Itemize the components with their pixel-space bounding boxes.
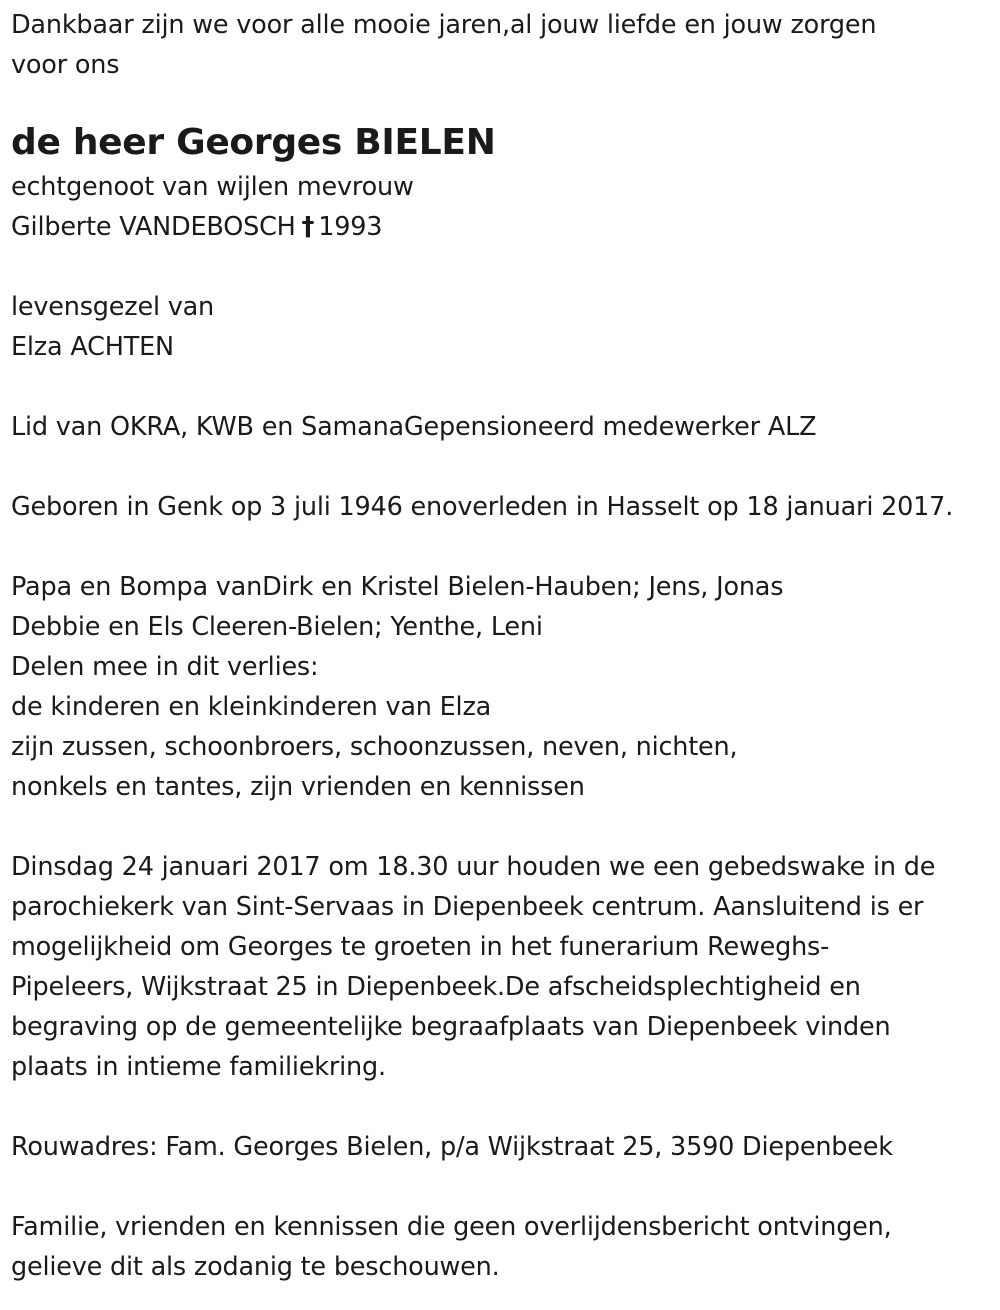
ceremony-line: plaats in intieme familiekring.	[11, 1052, 386, 1082]
partner-name: Elza ACHTEN	[11, 332, 174, 362]
partner-intro: levensgezel van	[11, 292, 215, 322]
membership-text: Lid van OKRA, KWB en SamanaGepensioneerd medewerker ALZ	[11, 412, 817, 442]
spacer	[11, 1087, 996, 1127]
intro-text	[11, 5, 996, 85]
family-line: nonkels en tantes, zijn vrienden en kennissen	[11, 772, 585, 802]
ceremony-line: Pipeleers, Wijkstraat 25 in Diepenbeek.De afscheidsplechtigheid en	[11, 972, 861, 1002]
mourning-address: Rouwadres: Fam. Georges Bielen, p/a Wijkstraat 25, 3590 Diepenbeek	[11, 1132, 893, 1162]
family-line: Delen mee in dit verlies:	[11, 652, 319, 682]
spacer	[11, 247, 996, 287]
ceremony-line: mogelijkheid om Georges te groeten in het funerarium Reweghs-	[11, 932, 830, 962]
spacer	[11, 447, 996, 487]
obituary-notice	[11, 5, 996, 1287]
intro-line: Dankbaar zijn we voor alle mooie jaren,al jouw liefde en jouw zorgen	[11, 10, 877, 40]
ceremony-line: Dinsdag 24 januari 2017 om 18.30 uur houden we een gebedswake in de	[11, 852, 936, 882]
cross-icon: †	[301, 212, 315, 242]
spacer	[11, 1167, 996, 1207]
spouse-intro: echtgenoot van wijlen mevrouw	[11, 172, 414, 202]
ceremony-line: parochiekerk van Sint-Servaas in Diepenbeek centrum. Aansluitend is er	[11, 892, 924, 922]
closing-line: gelieve dit als zodanig te beschouwen.	[11, 1252, 500, 1282]
family-line: zijn zussen, schoonbroers, schoonzussen, neven, nichten,	[11, 732, 738, 762]
birth-death-text: Geboren in Genk op 3 juli 1946 enoverleden in Hasselt op 18 januari 2017.	[11, 492, 954, 522]
spacer	[11, 367, 996, 407]
family-list	[11, 567, 996, 807]
spouse-line	[11, 207, 996, 247]
family-line: Papa en Bompa vanDirk en Kristel Bielen-Hauben; Jens, Jonas	[11, 572, 784, 602]
intro-line: voor ons	[11, 50, 120, 80]
family-line: Debbie en Els Cleeren-Bielen; Yenthe, Leni	[11, 612, 543, 642]
deceased-name: de heer Georges BIELEN	[11, 122, 496, 163]
spacer	[11, 527, 996, 567]
family-line: de kinderen en kleinkinderen van Elza	[11, 692, 492, 722]
spacer	[11, 807, 996, 847]
spouse-death-year: 1993	[318, 212, 383, 242]
spouse-name: Gilberte VANDEBOSCH	[11, 212, 296, 242]
closing-text	[11, 1207, 996, 1287]
ceremony-line: begraving op de gemeentelijke begraafplaats van Diepenbeek vinden	[11, 1012, 891, 1042]
ceremony-paragraph	[11, 847, 996, 1087]
closing-line: Familie, vrienden en kennissen die geen overlijdensbericht ontvingen,	[11, 1212, 892, 1242]
